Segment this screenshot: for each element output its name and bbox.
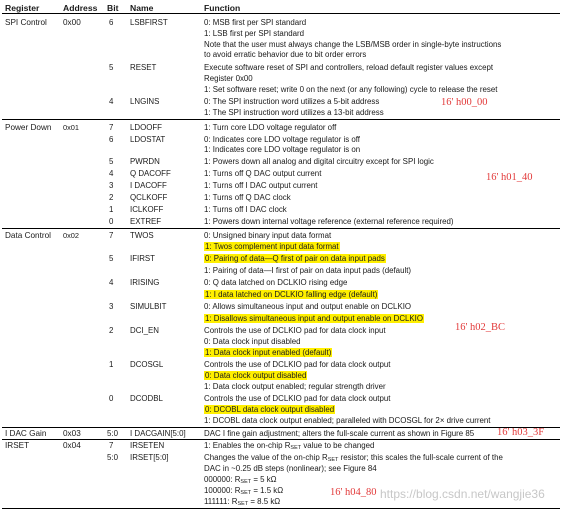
function-text: 1: Turns off I DAC clock [204,205,287,214]
bit: 0 [109,217,114,226]
function-text: Controls the use of DCLKIO pad for data clock output [204,360,391,369]
annotation-h02: 16' h02_BC [455,322,506,333]
function-text: 1: LSB first per SPI standard [204,29,304,38]
register-spi-control: SPI Control [5,18,47,27]
address-0x00: 0x00 [63,18,81,27]
function-text: 0: Data clock input disabled [204,337,301,346]
header-function: Function [204,3,241,13]
field-name: IFIRST [130,254,155,263]
field-name: IRSETEN [130,441,165,450]
annotation-h00: 16' h00_00 [441,97,488,108]
field-name: I DACOFF [130,181,167,190]
function-text: 1: Pairing of data—I first of pair on data input pads (default) [204,266,412,275]
function-text-highlighted: 1: Data clock input enabled (default) [205,348,332,357]
field-name: LDOSTAT [130,135,166,144]
function-text: 0: Allows simultaneous input and output enable on DCLKIO [204,302,412,311]
bit: 2 [109,193,114,202]
register-i-dac-gain: I DAC Gain [5,429,47,438]
field-name: ICLKOFF [130,205,164,214]
address-0x04: 0x04 [63,441,81,450]
function-text: 0: Unsigned binary input data format [204,231,332,240]
function-text: 100000: RSET = 1.5 kΩ [204,486,284,496]
bit: 0 [109,394,114,403]
bit: 6 [109,18,114,27]
bit: 3 [109,302,114,311]
header-register: Register [5,3,40,13]
annotation-h04: 16' h04_80 [330,487,377,498]
function-text: 1: Turns off I DAC output current [204,181,318,190]
row-divider [2,228,560,229]
bit: 4 [109,169,114,178]
function-text-highlighted: 1: I data latched on DCLKIO falling edge (default) [205,290,378,299]
function-text: 0: The SPI instruction word utilizes a 5-bit address [204,97,380,106]
function-text: 1: Turns off Q DAC output current [204,169,322,178]
field-name: IRSET[5:0] [130,453,169,462]
function-text: 1: DCOBL data clock output enabled; paralleled with DCOSGL for 2× drive current [204,416,491,425]
bit: 7 [109,231,114,240]
bit: 4 [109,278,114,287]
function-text: 1: Powers down all analog and digital circuitry except for SPI logic [204,157,434,166]
function-text: 1: Set software reset; write 0 on the next (or any following) cycle to release the reset [204,85,498,94]
bit: 5 [109,63,114,72]
function-text: Controls the use of DCLKIO pad for data clock input [204,326,386,335]
register-irset: IRSET [5,441,30,450]
field-name: IRISING [130,278,160,287]
function-text: 0: MSB first per SPI standard [204,18,307,27]
field-name: SIMULBIT [130,302,167,311]
field-name: Q DACOFF [130,169,171,178]
bit: 3 [109,181,114,190]
function-text: Note that the user must always change the LSB/MSB order in single-byte instructions [204,40,502,49]
function-text: 0: Q data latched on DCLKIO rising edge [204,278,348,287]
function-text: Changes the value of the on-chip RSET resistor; this scales the full-scale current of the [204,453,503,463]
function-text-highlighted: 0: Pairing of data—Q first of pair on data input pads [205,254,385,263]
function-text-highlighted: 1: Twos complement input data format [205,242,339,251]
function-text: DAC in ~0.25 dB steps (nonlinear); see Figure 84 [204,464,377,473]
field-name: DCI_EN [130,326,159,335]
function-text: 0: Indicates core LDO voltage regulator is off [204,135,360,144]
function-text-highlighted: 0: DCOBL data clock output disabled [205,405,335,414]
annotation-h01: 16' h01_40 [486,172,533,183]
row-divider [2,119,560,120]
header-bit: Bit [107,3,119,13]
watermark: https://blog.csdn.net/wangjie36 [380,487,545,501]
field-name: LSBFIRST [130,18,168,27]
annotation-h03: 16' h03_3F [497,427,545,438]
field-name: DCOSGL [130,360,164,369]
function-text: 1: Indicates core LDO voltage regulator is on [204,145,361,154]
register-power-down: Power Down [5,123,52,132]
header-address: Address [63,3,98,13]
function-text: 1: Powers down internal voltage reference (external reference required) [204,217,454,226]
function-text: Execute software reset of SPI and controllers, reload default register values except [204,63,494,72]
function-text: 1: Turns off Q DAC clock [204,193,291,202]
function-text: 1: Enables the on-chip RSET value to be changed [204,441,375,451]
bit: 5:0 [107,453,118,462]
bit: 5:0 [107,429,118,438]
function-text: 1: Turn core LDO voltage regulator off [204,123,337,132]
field-name: LNGINS [130,97,160,106]
address-0x01: 0x01 [63,123,80,132]
field-name: RESET [130,63,157,72]
row-divider [2,427,560,428]
address-0x03: 0x03 [63,429,81,438]
table-bottom-rule [2,508,560,509]
bit: 7 [109,441,114,450]
bit: 4 [109,97,114,106]
bit: 5 [109,254,114,263]
field-name: I DACGAIN[5:0] [130,429,186,438]
function-text: Controls the use of DCLKIO pad for data clock output [204,394,391,403]
function-text: 1: Data clock output enabled; regular strength driver [204,382,386,391]
field-name: LDOOFF [130,123,163,132]
function-text-highlighted: 1: Disallows simultaneous input and output enable on DCLKIO [205,314,423,323]
address-0x02: 0x02 [63,231,80,240]
function-text: Register 0x00 [204,74,253,83]
field-name: QCLKOFF [130,193,168,202]
function-text: DAC I fine gain adjustment; alters the full-scale current as shown in Figure 85 [204,429,475,438]
bit: 2 [109,326,114,335]
bit: 1 [109,360,114,369]
bit: 6 [109,135,114,144]
row-divider [2,439,560,440]
field-name: DCODBL [130,394,163,403]
function-text: 000000: RSET = 5 kΩ [204,475,277,485]
field-name: EXTREF [130,217,162,226]
function-text-highlighted: 0: Data clock output disabled [205,371,307,380]
function-text: 111111: RSET = 8.5 kΩ [204,497,281,507]
header-name: Name [130,3,154,13]
header-rule [2,13,560,14]
register-data-control: Data Control [5,231,51,240]
bit: 5 [109,157,114,166]
field-name: TWOS [130,231,154,240]
bit: 1 [109,205,114,214]
field-name: PWRDN [130,157,160,166]
bit: 7 [109,123,114,132]
function-text: 1: The SPI instruction word utilizes a 13-bit address [204,108,384,117]
function-text: to avoid erratic behavior due to bit order errors [204,50,367,59]
